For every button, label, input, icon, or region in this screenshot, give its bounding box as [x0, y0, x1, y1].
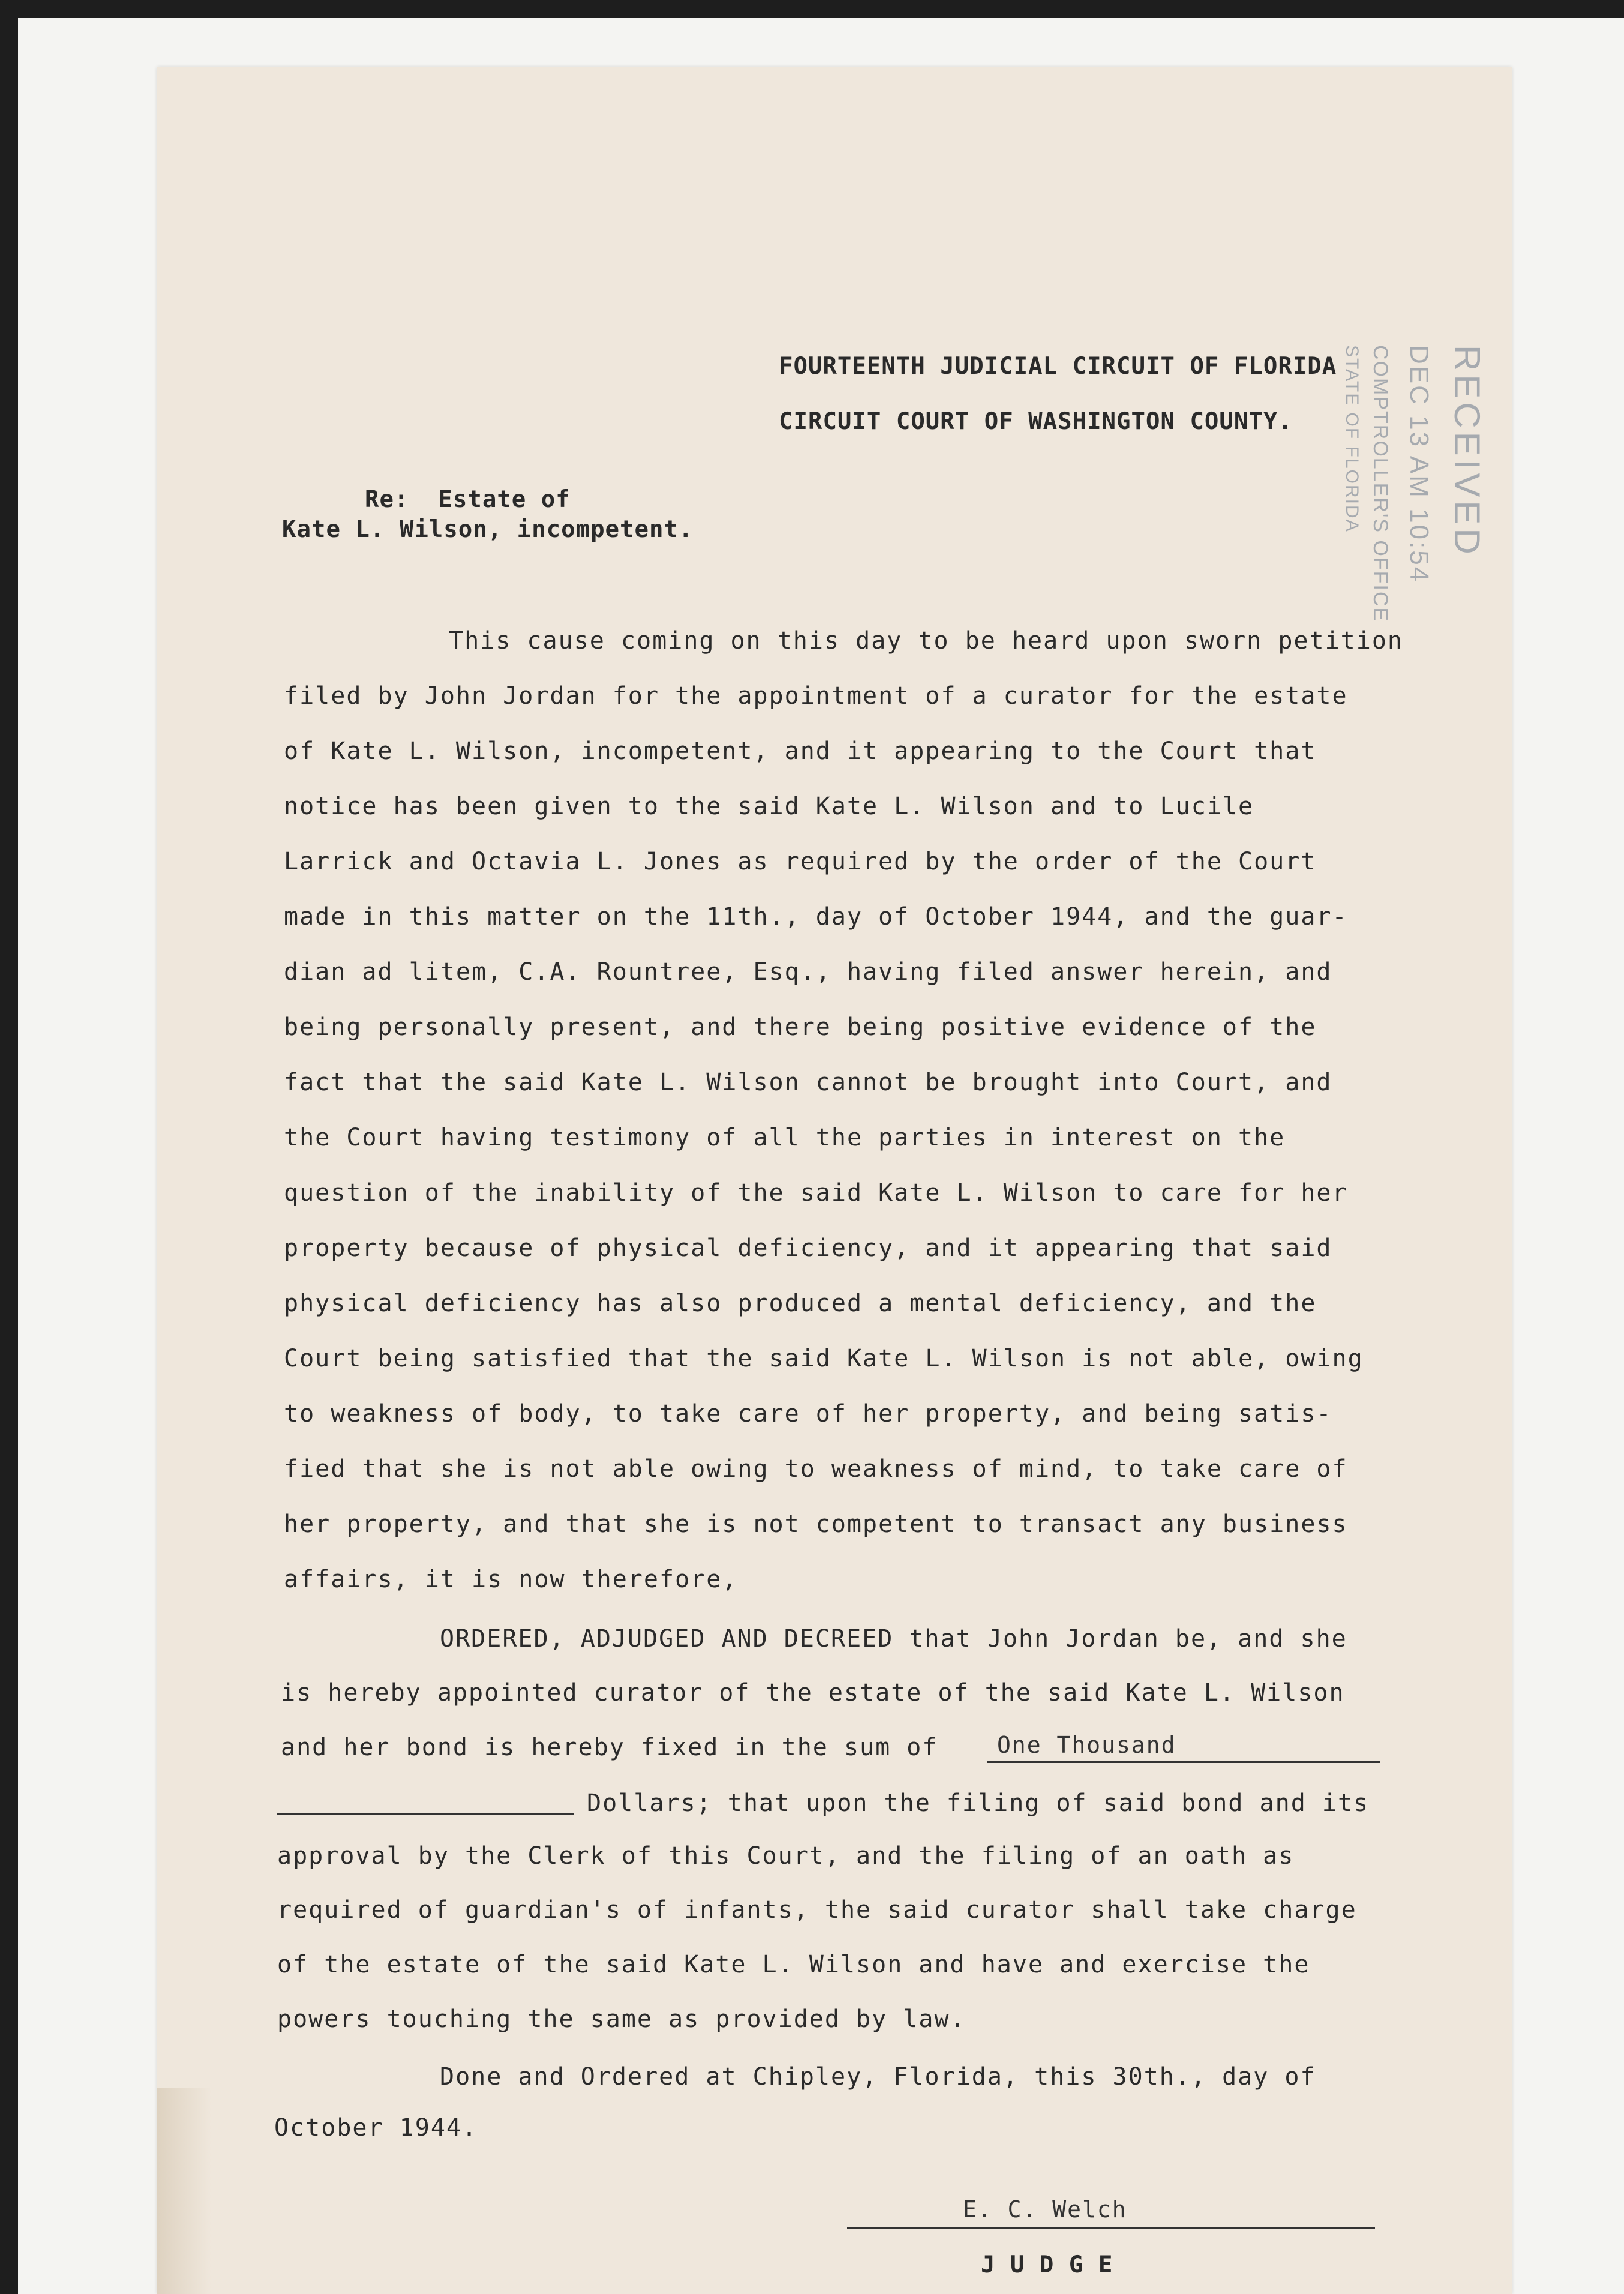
bond-amount-underline-2	[277, 1813, 574, 1815]
body-line: approval by the Clerk of this Court, and the filing of an oath as	[277, 1842, 1295, 1870]
body-line: affairs, it is now therefore,	[284, 1566, 738, 1593]
scan-left-border	[0, 0, 18, 2294]
body-line: of the estate of the said Kate L. Wilson and have and exercise the	[277, 1951, 1310, 1978]
stamp-state: STATE OF FLORIDA	[1342, 345, 1362, 533]
judge-title: J U D G E	[981, 2251, 1113, 2278]
body-line: ORDERED, ADJUDGED AND DECREED that John Jordan be, and she	[440, 1625, 1347, 1653]
stamp-received: RECEIVED	[1447, 345, 1487, 558]
body-line: This cause coming on this day to be heard upon sworn petition	[449, 627, 1404, 655]
body-line: fied that she is not able owing to weakness of mind, to take care of	[284, 1455, 1348, 1483]
received-stamp	[1230, 339, 1500, 623]
body-line: dian ad litem, C.A. Rountree, Esq., having filed answer herein, and	[284, 958, 1332, 986]
paper-stain	[157, 2088, 211, 2294]
scan-top-border	[0, 0, 1624, 18]
re-line1: Re: Estate of	[365, 486, 571, 513]
body-line: the Court having testimony of all the parties in interest on the	[284, 1124, 1286, 1152]
body-line: property because of physical deficiency, and it appearing that said	[284, 1234, 1332, 1262]
body-line: physical deficiency has also produced a mental deficiency, and the	[284, 1290, 1317, 1317]
body-line: being personally present, and there being positive evidence of the	[284, 1013, 1317, 1041]
body-line: to weakness of body, to take care of her property, and being satis-	[284, 1400, 1332, 1428]
bond-amount: One Thousand	[997, 1732, 1176, 1758]
body-line: made in this matter on the 11th., day of October 1944, and the guar-	[284, 903, 1348, 931]
court-heading-line2: CIRCUIT COURT OF WASHINGTON COUNTY.	[779, 408, 1293, 435]
signature-line	[847, 2227, 1375, 2229]
judge-signature-name: E. C. Welch	[963, 2196, 1127, 2223]
body-line: powers touching the same as provided by law.	[277, 2005, 966, 2033]
body-line: October 1944.	[274, 2114, 478, 2142]
body-line: fact that the said Kate L. Wilson cannot be brought into Court, and	[284, 1069, 1332, 1096]
body-line: notice has been given to the said Kate L. Wilson and to Lucile	[284, 793, 1254, 820]
stamp-office: COMPTROLLER'S OFFICE	[1369, 345, 1392, 623]
re-line2: Kate L. Wilson, incompetent.	[282, 516, 694, 543]
body-line: Done and Ordered at Chipley, Florida, this 30th., day of	[440, 2063, 1316, 2091]
body-line: and her bond is hereby fixed in the sum of	[281, 1734, 938, 1761]
body-line: Larrick and Octavia L. Jones as required by the order of the Court	[284, 848, 1317, 875]
stamp-date: DEC 13 AM 10:54	[1404, 345, 1434, 584]
body-line: Court being satisfied that the said Kate L. Wilson is not able, owing	[284, 1345, 1364, 1372]
court-heading-line1: FOURTEENTH JUDICIAL CIRCUIT OF FLORIDA	[779, 353, 1337, 380]
body-line: her property, and that she is not competent to transact any business	[284, 1510, 1348, 1538]
body-line: Dollars; that upon the filing of said bond and its	[587, 1789, 1370, 1817]
body-line: question of the inability of the said Kate L. Wilson to care for her	[284, 1179, 1348, 1207]
body-line: required of guardian's of infants, the said curator shall take charge	[277, 1896, 1357, 1924]
body-line: of Kate L. Wilson, incompetent, and it appearing to the Court that	[284, 737, 1317, 765]
body-line: filed by John Jordan for the appointment of a curator for the estate	[284, 682, 1348, 710]
bond-amount-underline	[987, 1761, 1380, 1763]
body-line: is hereby appointed curator of the estate of the said Kate L. Wilson	[281, 1679, 1345, 1707]
